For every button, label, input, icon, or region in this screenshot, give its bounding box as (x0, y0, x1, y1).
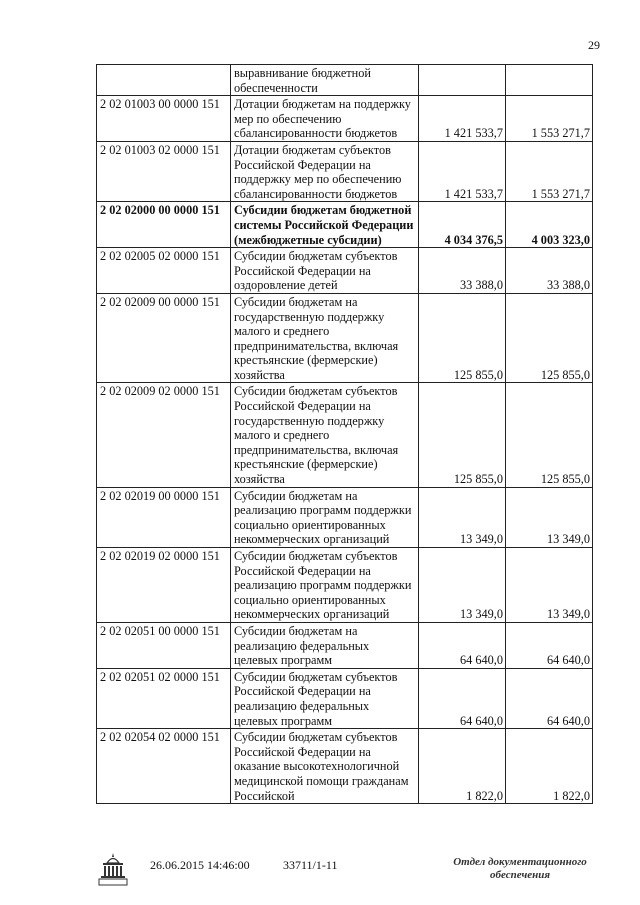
code-cell: 2 02 02009 00 0000 151 (97, 293, 231, 383)
name-cell: выравнивание бюджетной обеспеченности (231, 65, 419, 96)
table-row (97, 96, 593, 142)
table-row (97, 141, 593, 201)
table-row (97, 248, 593, 294)
code-cell (97, 65, 231, 96)
table-row (97, 668, 593, 728)
code-cell: 2 02 01003 02 0000 151 (97, 141, 231, 201)
name-cell: Субсидии бюджетам на государственную поддержку малого и среднего предпринимательства, включая крестьянские (фермерские) хозяйства (231, 293, 419, 383)
value-2016-cell: 1 553 271,7 (506, 141, 593, 201)
name-cell: Субсидии бюджетам на реализацию программ поддержки социально ориентированных некоммерческих организаций (231, 487, 419, 547)
table-row (97, 622, 593, 668)
table-row (97, 293, 593, 383)
name-cell: Субсидии бюджетам субъектов Российской Федерации на государственную поддержку малого и среднего предпринимательства, включая крестьянские (фермерские) хозяйства (231, 383, 419, 487)
footer-document-number: 33711/1-11 (283, 858, 338, 872)
page-number: 29 (588, 38, 600, 52)
name-cell: Субсидии бюджетам на реализацию федеральных целевых программ (231, 622, 419, 668)
table-body (97, 65, 593, 804)
table-row (97, 202, 593, 248)
code-cell: 2 02 02051 00 0000 151 (97, 622, 231, 668)
value-2015-cell: 1 822,0 (419, 729, 506, 804)
value-2015-cell: 125 855,0 (419, 293, 506, 383)
code-cell: 2 02 02051 02 0000 151 (97, 668, 231, 728)
budget-table (96, 64, 593, 804)
value-2015-cell: 64 640,0 (419, 622, 506, 668)
table-row (97, 487, 593, 547)
value-2016-cell: 1 822,0 (506, 729, 593, 804)
stamp-line-2: обеспечения (489, 869, 550, 881)
value-2015-cell: 1 421 533,7 (419, 141, 506, 201)
code-cell: 2 02 02000 00 0000 151 (97, 202, 231, 248)
value-2016-cell: 64 640,0 (506, 622, 593, 668)
name-cell: Дотации бюджетам на поддержку мер по обеспечению сбалансированности бюджетов (231, 96, 419, 142)
value-2016-cell: 125 855,0 (506, 383, 593, 487)
table-row (97, 65, 593, 96)
value-2016-cell: 125 855,0 (506, 293, 593, 383)
footer-datetime: 26.06.2015 14:46:00 (150, 858, 250, 872)
name-cell: Субсидии бюджетам бюджетной системы Российской Федерации (межбюджетные субсидии) (231, 202, 419, 248)
code-cell: 2 02 02054 02 0000 151 (97, 729, 231, 804)
name-cell: Субсидии бюджетам субъектов Российской Федерации на оздоровление детей (231, 248, 419, 294)
value-2015-cell: 125 855,0 (419, 383, 506, 487)
code-cell: 2 02 01003 00 0000 151 (97, 96, 231, 142)
code-cell: 2 02 02019 00 0000 151 (97, 487, 231, 547)
department-stamp (440, 856, 600, 882)
value-2015-cell: 64 640,0 (419, 668, 506, 728)
value-2015-cell: 4 034 376,5 (419, 202, 506, 248)
code-cell: 2 02 02009 02 0000 151 (97, 383, 231, 487)
table-row (97, 729, 593, 804)
duma-building-icon (98, 851, 128, 887)
value-2015-cell: 13 349,0 (419, 548, 506, 623)
value-2015-cell (419, 65, 506, 96)
table-row (97, 383, 593, 487)
value-2016-cell: 33 388,0 (506, 248, 593, 294)
value-2016-cell: 64 640,0 (506, 668, 593, 728)
code-cell: 2 02 02005 02 0000 151 (97, 248, 231, 294)
table-row (97, 548, 593, 623)
value-2016-cell: 4 003 323,0 (506, 202, 593, 248)
value-2015-cell: 13 349,0 (419, 487, 506, 547)
value-2015-cell: 1 421 533,7 (419, 96, 506, 142)
value-2016-cell: 1 553 271,7 (506, 96, 593, 142)
stamp-line-1: Отдел документационного (453, 856, 587, 868)
value-2016-cell: 13 349,0 (506, 487, 593, 547)
name-cell: Субсидии бюджетам субъектов Российской Федерации на реализацию федеральных целевых программ (231, 668, 419, 728)
name-cell: Субсидии бюджетам субъектов Российской Федерации на оказание высокотехнологичной медицинской помощи гражданам Российской (231, 729, 419, 804)
name-cell: Субсидии бюджетам субъектов Российской Федерации на реализацию программ поддержки социально ориентированных некоммерческих организаций (231, 548, 419, 623)
value-2015-cell: 33 388,0 (419, 248, 506, 294)
code-cell: 2 02 02019 02 0000 151 (97, 548, 231, 623)
value-2016-cell (506, 65, 593, 96)
name-cell: Дотации бюджетам субъектов Российской Федерации на поддержку мер по обеспечению сбалансированности бюджетов (231, 141, 419, 201)
value-2016-cell: 13 349,0 (506, 548, 593, 623)
